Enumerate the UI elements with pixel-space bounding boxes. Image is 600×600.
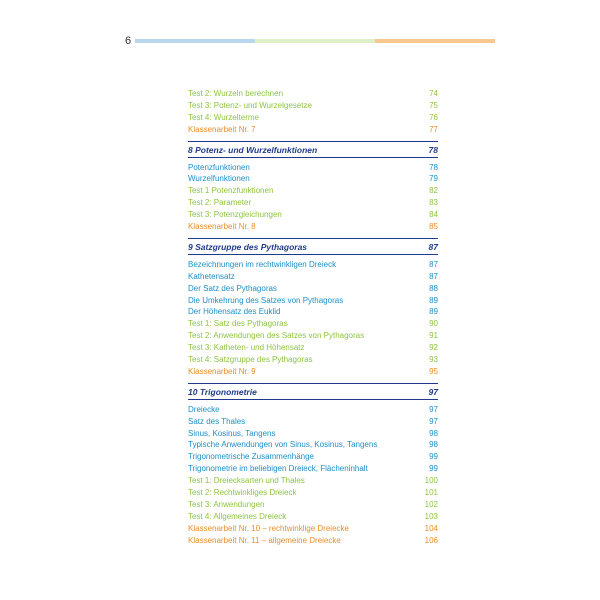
toc-entry-page: 99 bbox=[429, 464, 438, 474]
toc-entry-test[interactable] bbox=[188, 185, 438, 197]
toc-entry-page: 75 bbox=[429, 100, 438, 110]
toc-entry-test[interactable] bbox=[188, 487, 438, 499]
toc-entry-test[interactable] bbox=[188, 354, 438, 366]
chapter-heading-8[interactable] bbox=[188, 141, 438, 158]
toc-entry-test[interactable] bbox=[188, 511, 438, 523]
toc-entry-topic[interactable] bbox=[188, 259, 438, 271]
toc-entry-page: 83 bbox=[429, 198, 438, 208]
toc-entry-title: Potenzfunktionen bbox=[188, 162, 250, 172]
toc-entry-page: 79 bbox=[429, 174, 438, 184]
toc-entry-page: 93 bbox=[429, 355, 438, 365]
toc-entry-page: 98 bbox=[429, 428, 438, 438]
toc-entry-topic[interactable] bbox=[188, 162, 438, 174]
toc-entry-title: Test 1 Potenzfunktionen bbox=[188, 186, 274, 196]
toc-entry-test[interactable] bbox=[188, 197, 438, 209]
toc-entry-title: Trigonometrische Zusammenhänge bbox=[188, 452, 314, 462]
toc-entry-page: 103 bbox=[424, 511, 438, 521]
toc-entry-page: 82 bbox=[429, 186, 438, 196]
toc-entry-title: Test 4: Satzgruppe des Pythagoras bbox=[188, 355, 313, 365]
chapter-8-entries bbox=[188, 162, 438, 233]
chapter-heading-10[interactable] bbox=[188, 383, 438, 400]
toc-entry-title: Satz des Thales bbox=[188, 416, 246, 426]
toc-entry-title: Klassenarbeit Nr. 9 bbox=[188, 366, 256, 376]
toc-entry-topic[interactable] bbox=[188, 428, 438, 440]
chapter-10-entries bbox=[188, 404, 438, 547]
toc-entry-title: Trigonometrie im beliebigen Dreieck, Flächeninhalt bbox=[188, 464, 368, 474]
header-bar-segment bbox=[375, 39, 495, 43]
toc-entry-title: Klassenarbeit Nr. 7 bbox=[188, 124, 256, 134]
toc-entry-page: 74 bbox=[429, 89, 438, 98]
toc-entry-title: Wurzelfunktionen bbox=[188, 174, 250, 184]
toc-entry-page: 89 bbox=[429, 295, 438, 305]
toc-entry-page: 90 bbox=[429, 319, 438, 329]
toc-entry-exam[interactable] bbox=[188, 535, 438, 547]
toc-entry-test[interactable] bbox=[188, 318, 438, 330]
toc-entry-title: Test 2: Wurzeln berechnen bbox=[188, 89, 284, 98]
toc-entry-exam[interactable] bbox=[188, 221, 438, 233]
toc-entry-title: Test 1: Dreiecksarten und Thales bbox=[188, 476, 305, 486]
toc-entry-title: Test 2: Parameter bbox=[188, 198, 252, 208]
toc-entry-page: 87 bbox=[429, 259, 438, 269]
toc-entry-page: 100 bbox=[424, 476, 438, 486]
chapter-title: 8 Potenz- und Wurzelfunktionen bbox=[188, 144, 318, 155]
toc-entry-title: Test 3: Anwendungen bbox=[188, 499, 265, 509]
toc-entry-test[interactable] bbox=[188, 499, 438, 511]
toc-entry-exam[interactable] bbox=[188, 366, 438, 378]
toc-entry-test[interactable] bbox=[188, 209, 438, 221]
header-bar-segment bbox=[255, 39, 375, 43]
toc-entry-exam[interactable] bbox=[188, 523, 438, 535]
toc-entry-topic[interactable] bbox=[188, 416, 438, 428]
toc-entry-title: Kathetensatz bbox=[188, 271, 235, 281]
toc-entry-test[interactable] bbox=[188, 112, 438, 124]
toc-entry-title: Test 2: Rechtwinkliges Dreieck bbox=[188, 488, 297, 498]
toc-entry-page: 85 bbox=[429, 222, 438, 232]
toc-entry-topic[interactable] bbox=[188, 463, 438, 475]
chapter-page: 87 bbox=[428, 241, 438, 252]
toc-entry-title: Test 3: Katheten- und Höhensatz bbox=[188, 343, 305, 353]
toc-entry-page: 95 bbox=[429, 366, 438, 376]
toc-entry-title: Test 4: Allgemeines Dreieck bbox=[188, 511, 287, 521]
toc-entry-title: Test 2: Anwendungen des Satzes von Pythagoras bbox=[188, 331, 365, 341]
toc-entry-topic[interactable] bbox=[188, 295, 438, 307]
toc-entry-page: 104 bbox=[424, 523, 438, 533]
toc-entry-topic[interactable] bbox=[188, 439, 438, 451]
toc-entry-page: 91 bbox=[429, 331, 438, 341]
toc-entry-page: 106 bbox=[424, 535, 438, 545]
toc-entry-title: Test 1: Satz des Pythagoras bbox=[188, 319, 288, 329]
toc-entry-page: 77 bbox=[429, 124, 438, 134]
page-number: 6 bbox=[125, 35, 132, 47]
toc-entry-topic[interactable] bbox=[188, 306, 438, 318]
header-bar-segment bbox=[135, 39, 255, 43]
toc-entry-page: 87 bbox=[429, 271, 438, 281]
toc-entry-test[interactable] bbox=[188, 342, 438, 354]
toc-entry-title: Klassenarbeit Nr. 11 – allgemeine Dreiecke bbox=[188, 535, 341, 545]
toc-entry-page: 102 bbox=[424, 499, 438, 509]
toc-entry-page: 88 bbox=[429, 283, 438, 293]
toc-entry-page: 98 bbox=[429, 440, 438, 450]
toc-entry-title: Klassenarbeit Nr. 10 – rechtwinklige Dreiecke bbox=[188, 523, 349, 533]
toc-intro-entries bbox=[188, 88, 438, 136]
toc-entry-title: Dreiecke bbox=[188, 404, 220, 414]
toc-entry-topic[interactable] bbox=[188, 271, 438, 283]
toc-entry-title: Typische Anwendungen von Sinus, Kosinus, Tangens bbox=[188, 440, 378, 450]
toc-entry-title: Die Umkehrung des Satzes von Pythagoras bbox=[188, 295, 344, 305]
header-color-bar bbox=[135, 39, 495, 43]
toc-entry-title: Der Höhensatz des Euklid bbox=[188, 307, 281, 317]
toc-entry-title: Sinus, Kosinus, Tangens bbox=[188, 428, 276, 438]
chapter-page: 97 bbox=[428, 386, 438, 397]
toc-entry-title: Klassenarbeit Nr. 8 bbox=[188, 222, 256, 232]
chapter-9-entries bbox=[188, 259, 438, 378]
chapter-page: 78 bbox=[428, 144, 438, 155]
toc-entry-topic[interactable] bbox=[188, 173, 438, 185]
toc-entry-page: 92 bbox=[429, 343, 438, 353]
toc-entry-topic[interactable] bbox=[188, 451, 438, 463]
toc-entry-exam[interactable] bbox=[188, 124, 438, 136]
chapter-heading-9[interactable] bbox=[188, 238, 438, 255]
toc-entry-title: Test 3: Potenz- und Wurzelgesetze bbox=[188, 100, 312, 110]
toc-entry-page: 84 bbox=[429, 210, 438, 220]
toc-entry-page: 97 bbox=[429, 416, 438, 426]
toc-entry-page: 97 bbox=[429, 404, 438, 414]
chapter-title: 9 Satzgruppe des Pythagoras bbox=[188, 241, 308, 252]
toc-entry-page: 99 bbox=[429, 452, 438, 462]
table-of-contents bbox=[188, 88, 438, 547]
toc-entry-test[interactable] bbox=[188, 475, 438, 487]
chapter-title: 10 Trigonometrie bbox=[188, 386, 257, 397]
toc-entry-test[interactable] bbox=[188, 88, 438, 100]
toc-entry-title: Test 4: Wurzelterme bbox=[188, 112, 259, 122]
toc-entry-test[interactable] bbox=[188, 100, 438, 112]
toc-entry-title: Bezeichnungen im rechtwinkligen Dreieck bbox=[188, 259, 337, 269]
toc-entry-title: Test 3: Potenzgleichungen bbox=[188, 210, 282, 220]
toc-entry-topic[interactable] bbox=[188, 404, 438, 416]
toc-entry-page: 78 bbox=[429, 162, 438, 172]
toc-entry-page: 101 bbox=[424, 488, 438, 498]
toc-entry-page: 76 bbox=[429, 112, 438, 122]
toc-entry-test[interactable] bbox=[188, 330, 438, 342]
toc-entry-title: Der Satz des Pythagoras bbox=[188, 283, 277, 293]
toc-entry-page: 89 bbox=[429, 307, 438, 317]
toc-entry-topic[interactable] bbox=[188, 283, 438, 295]
